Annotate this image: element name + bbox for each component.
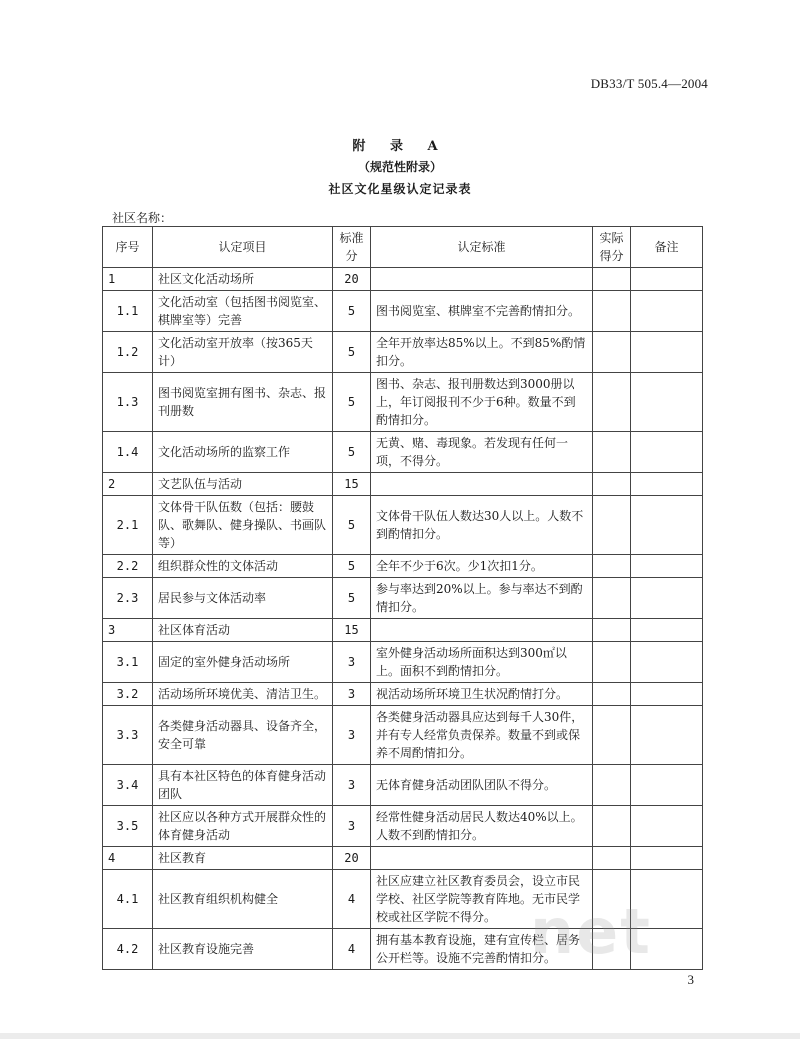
row-number: 3.2 — [103, 683, 153, 706]
row-item: 各类健身活动器具、设备齐全，安全可靠 — [153, 706, 333, 765]
row-criteria: 视活动场所环境卫生状况酌情打分。 — [371, 683, 593, 706]
row-score: 3 — [333, 683, 371, 706]
row-actual-score — [593, 619, 631, 642]
row-actual-score — [593, 847, 631, 870]
col-header-score: 标准分 — [333, 227, 371, 268]
row-criteria: 室外健身活动场所面积达到300㎡以上。面积不到酌情扣分。 — [371, 642, 593, 683]
row-item: 社区体育活动 — [153, 619, 333, 642]
appendix-nature: （规范性附录） — [357, 160, 442, 174]
row-score: 5 — [333, 291, 371, 332]
row-actual-score — [593, 268, 631, 291]
row-number: 4.1 — [103, 870, 153, 929]
standard-number: DB33/T 505.4—2004 — [590, 76, 708, 91]
row-remark — [631, 683, 703, 706]
row-item: 社区应以各种方式开展群众性的体育健身活动 — [153, 806, 333, 847]
community-name-label: 社区名称： — [112, 211, 173, 225]
col-header-remark: 备注 — [631, 227, 703, 268]
row-number: 1.1 — [103, 291, 153, 332]
row-actual-score — [593, 291, 631, 332]
row-score: 5 — [333, 373, 371, 432]
row-criteria: 各类健身活动器具应达到每千人30件，并有专人经常负责保养。数量不到或保养不周酌情扣分。 — [371, 706, 593, 765]
table-row — [103, 765, 703, 806]
row-remark — [631, 291, 703, 332]
row-item: 社区教育组织机构健全 — [153, 870, 333, 929]
row-actual-score — [593, 683, 631, 706]
row-number: 1 — [103, 268, 153, 291]
table-body — [103, 268, 703, 970]
row-criteria: 拥有基本教育设施，建有宣传栏、居务公开栏等。设施不完善酌情扣分。 — [371, 929, 593, 970]
row-actual-score — [593, 642, 631, 683]
row-criteria — [371, 847, 593, 870]
row-remark — [631, 332, 703, 373]
row-score: 5 — [333, 432, 371, 473]
row-remark — [631, 806, 703, 847]
row-actual-score — [593, 496, 631, 555]
row-score: 5 — [333, 332, 371, 373]
table-row — [103, 642, 703, 683]
table-row — [103, 806, 703, 847]
row-number: 1.3 — [103, 373, 153, 432]
row-remark — [631, 496, 703, 555]
col-header-item: 认定项目 — [153, 227, 333, 268]
row-score: 15 — [333, 619, 371, 642]
row-criteria: 全年开放率达85%以上。不到85%酌情扣分。 — [371, 332, 593, 373]
col-header-actual: 实际得分 — [593, 227, 631, 268]
section-row — [103, 847, 703, 870]
row-score: 5 — [333, 496, 371, 555]
page-bottom-edge — [0, 1033, 800, 1039]
row-item: 文体骨干队伍数（包括：腰鼓队、歌舞队、健身操队、书画队等） — [153, 496, 333, 555]
row-number: 3 — [103, 619, 153, 642]
section-row — [103, 473, 703, 496]
row-criteria: 文体骨干队伍人数达30人以上。人数不到酌情扣分。 — [371, 496, 593, 555]
row-criteria: 社区应建立社区教育委员会，设立市民学校、社区学院等教育阵地。无市民学校或社区学院不得分。 — [371, 870, 593, 929]
row-actual-score — [593, 706, 631, 765]
table-row — [103, 683, 703, 706]
row-item: 固定的室外健身活动场所 — [153, 642, 333, 683]
row-item: 文化活动室（包括图书阅览室、棋牌室等）完善 — [153, 291, 333, 332]
row-remark — [631, 373, 703, 432]
row-criteria — [371, 268, 593, 291]
table-row — [103, 373, 703, 432]
row-item: 社区教育 — [153, 847, 333, 870]
row-number: 3.3 — [103, 706, 153, 765]
row-item: 图书阅览室拥有图书、杂志、报刊册数 — [153, 373, 333, 432]
row-criteria: 无体育健身活动团队团队不得分。 — [371, 765, 593, 806]
row-number: 2.3 — [103, 578, 153, 619]
row-score: 3 — [333, 642, 371, 683]
table-row — [103, 332, 703, 373]
table-row — [103, 578, 703, 619]
row-remark — [631, 847, 703, 870]
row-remark — [631, 765, 703, 806]
table-row — [103, 432, 703, 473]
row-criteria: 图书阅览室、棋牌室不完善酌情扣分。 — [371, 291, 593, 332]
row-actual-score — [593, 332, 631, 373]
table-row — [103, 706, 703, 765]
row-number: 3.1 — [103, 642, 153, 683]
row-item: 居民参与文体活动率 — [153, 578, 333, 619]
row-criteria: 无黄、赌、毒现象。若发现有任何一项，不得分。 — [371, 432, 593, 473]
row-remark — [631, 642, 703, 683]
row-score: 3 — [333, 706, 371, 765]
row-criteria: 经常性健身活动居民人数达40%以上。人数不到酌情扣分。 — [371, 806, 593, 847]
row-item: 具有本社区特色的体育健身活动团队 — [153, 765, 333, 806]
table-row — [103, 496, 703, 555]
row-score: 20 — [333, 268, 371, 291]
row-remark — [631, 619, 703, 642]
row-score: 3 — [333, 806, 371, 847]
row-score: 5 — [333, 578, 371, 619]
row-actual-score — [593, 765, 631, 806]
row-score: 3 — [333, 765, 371, 806]
row-remark — [631, 578, 703, 619]
row-remark — [631, 555, 703, 578]
row-actual-score — [593, 432, 631, 473]
row-number: 2 — [103, 473, 153, 496]
page-number: 3 — [687, 972, 694, 987]
col-header-criteria: 认定标准 — [371, 227, 593, 268]
row-item: 社区教育设施完善 — [153, 929, 333, 970]
row-number: 4 — [103, 847, 153, 870]
row-criteria — [371, 619, 593, 642]
row-number: 3.5 — [103, 806, 153, 847]
row-item: 活动场所环境优美、清洁卫生。 — [153, 683, 333, 706]
table-title: 社区文化星级认定记录表 — [328, 182, 472, 196]
row-item: 文化活动室开放率（按365天计） — [153, 332, 333, 373]
watermark: net — [530, 895, 652, 968]
row-number: 1.4 — [103, 432, 153, 473]
row-actual-score — [593, 555, 631, 578]
row-number: 2.2 — [103, 555, 153, 578]
table-row — [103, 555, 703, 578]
section-row — [103, 268, 703, 291]
row-criteria: 全年不少于6次。少1次扣1分。 — [371, 555, 593, 578]
row-item: 文艺队伍与活动 — [153, 473, 333, 496]
table-row — [103, 291, 703, 332]
row-number: 1.2 — [103, 332, 153, 373]
row-criteria — [371, 473, 593, 496]
row-remark — [631, 268, 703, 291]
row-criteria: 参与率达到20%以上。参与率达不到酌情扣分。 — [371, 578, 593, 619]
row-score: 20 — [333, 847, 371, 870]
row-criteria: 图书、杂志、报刊册数达到3000册以上，年订阅报刊不少于6种。数量不到酌情扣分。 — [371, 373, 593, 432]
table-header-row — [103, 227, 703, 268]
row-number: 4.2 — [103, 929, 153, 970]
row-actual-score — [593, 473, 631, 496]
row-score: 4 — [333, 929, 371, 970]
row-actual-score — [593, 578, 631, 619]
col-header-no: 序号 — [103, 227, 153, 268]
row-score: 4 — [333, 870, 371, 929]
row-score: 15 — [333, 473, 371, 496]
record-table — [102, 226, 703, 970]
row-actual-score — [593, 806, 631, 847]
appendix-title: 附 录 A — [352, 139, 448, 154]
row-item: 社区文化活动场所 — [153, 268, 333, 291]
section-row — [103, 619, 703, 642]
row-item: 文化活动场所的监察工作 — [153, 432, 333, 473]
row-number: 3.4 — [103, 765, 153, 806]
row-remark — [631, 706, 703, 765]
row-number: 2.1 — [103, 496, 153, 555]
row-score: 5 — [333, 555, 371, 578]
row-remark — [631, 473, 703, 496]
row-item: 组织群众性的文体活动 — [153, 555, 333, 578]
row-remark — [631, 432, 703, 473]
row-actual-score — [593, 373, 631, 432]
